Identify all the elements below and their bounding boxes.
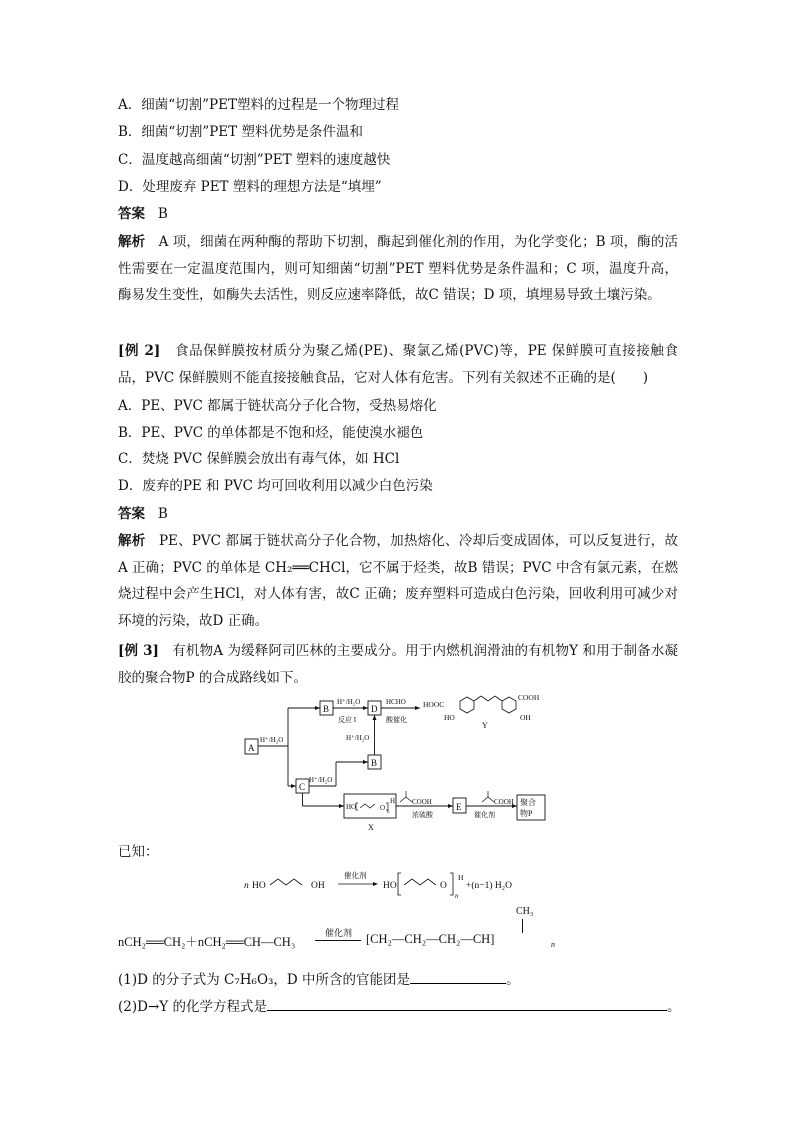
q3-stem	[118, 638, 678, 691]
known-label: 已知：	[118, 844, 159, 860]
cond-hcho: HCHO	[386, 698, 406, 706]
sub2-text: (2)D→Y 的化学方程式是	[118, 999, 267, 1015]
example-tag: [例 3]	[118, 643, 159, 659]
text-p-2: 物P	[520, 809, 533, 818]
y-ho: HO	[444, 713, 455, 722]
sub1-text: (1)D 的分子式为 C₇H₆O₃，D 中所含的官能团是	[118, 972, 411, 988]
known-reaction-1	[244, 868, 589, 902]
text-b: B	[323, 704, 330, 714]
q1-answer	[118, 204, 168, 224]
k1-ho2: HO	[383, 881, 397, 891]
k1-o: O	[440, 881, 447, 891]
q2-option-a: A．PE、PVC 都属于链状高分子化合物，受热易熔化	[118, 398, 437, 414]
cond-rxn1: 反应 I	[338, 716, 357, 724]
analysis-text: A 项，细菌在两种酶的帮助下切割，酶起到催化剂的作用，为化学变化；B 项，酶的活性需要在一定温度范围内，则可知细菌“切割”PET 塑料优势是条件温和；C 项，温度升高，酶易发生变性，如酶失去活性，则反应速率降低，故C 错误；D 项，填埋易导致土壤污染。	[118, 234, 679, 303]
answer-value: B	[157, 206, 168, 222]
synthesis-scheme	[240, 692, 570, 832]
k2-bond	[522, 919, 523, 933]
q2-answer	[118, 504, 168, 524]
x-acid: COOH	[412, 798, 432, 806]
text-p-1: 聚合	[520, 798, 536, 807]
cond-cb: H⁺/H₂O	[309, 776, 333, 784]
sub-question-2	[118, 996, 680, 1017]
q1-analysis	[118, 229, 678, 309]
k1-oh: OH	[311, 881, 325, 891]
analysis-label: 解析	[118, 533, 146, 549]
q2-option-d: D．废弃的PE 和 PVC 均可回收利用以减少白色污染	[118, 478, 433, 494]
k2-ch3: CH₃	[516, 906, 534, 917]
answer-label: 答案	[118, 506, 145, 522]
answer-label: 答案	[118, 206, 145, 222]
q1-option-b: B．细菌“切割”PET 塑料优势是条件温和	[118, 124, 363, 140]
q2-option-b: B．PE、PVC 的单体都是不饱和烃，能使溴水褪色	[118, 425, 424, 441]
text-a: A	[248, 743, 255, 753]
q1-option-d: D．处理废弃 PET 塑料的理想方法是“填埋”	[118, 179, 382, 195]
x-o: O	[380, 804, 386, 812]
y-oh: OH	[520, 713, 531, 722]
text-c: C	[299, 782, 306, 792]
k1-n: n	[244, 881, 249, 891]
answer-blank-2[interactable]	[267, 996, 667, 1011]
label-x: X	[368, 823, 374, 832]
known-reaction-2	[118, 902, 578, 950]
x-n: n	[387, 810, 390, 815]
stem-text: 有机物A 为缓释阿司匹林的主要成分。用于内燃机润滑油的有机物Y 和用于制备水凝胶的聚合物P 的合成路线如下。	[118, 643, 678, 686]
analysis-text: PE、PVC 都属于链状高分子化合物，加热熔化、冷却后变成固体，可以反复进行，故A 正确；PVC 的单体是 CH₂══CHCl，它不属于烃类，故B 错误；PVC 中含有氯元素，在燃烧过程中会产生HCl，对人体有害，故C 正确；废弃塑料可造成白色污染，回收利用可减少对环境的污染，故D 正确。	[118, 533, 679, 629]
answer-value: B	[157, 506, 168, 522]
k2-arrow	[315, 940, 361, 941]
k2-lhs: nCH₂══CH₂＋nCH₂══CH—CH₃	[118, 935, 296, 949]
stem-text: 食品保鲜膜按材质分为聚乙烯(PE)、聚氯乙烯(PVC)等，PE 保鲜膜可直接接触食品，PVC 保鲜膜则不能直接接触食品，它对人体有危害。下列有关叙述不正确的是( )	[118, 343, 679, 386]
cond-db: H⁺/H₂O	[346, 734, 370, 742]
k1-subn: n	[455, 892, 459, 900]
k2-n: n	[551, 940, 555, 949]
x-ho: HO	[346, 803, 357, 811]
y-cooh: COOH	[518, 693, 540, 702]
example-tag: [例 2]	[118, 343, 161, 359]
text-e: E	[456, 802, 462, 812]
x-h: H	[390, 797, 396, 805]
k2-cat: 催化剂	[325, 928, 353, 938]
answer-blank-1[interactable]	[410, 969, 506, 984]
e-acid: COOH	[494, 798, 514, 806]
k1-h: H	[458, 873, 464, 882]
sub1-end: 。	[506, 972, 520, 988]
sub2-end: 。	[666, 999, 681, 1015]
q1-option-a: A．细菌“切割”PET塑料的过程是一个物理过程	[118, 97, 399, 113]
analysis-label: 解析	[118, 234, 146, 250]
q2-analysis	[118, 528, 678, 634]
cond-a: H⁺/H₂O	[260, 736, 284, 744]
sub-question-1	[118, 969, 520, 990]
cond-cat: 催化剂	[474, 811, 495, 819]
k1-cat: 催化剂	[344, 871, 367, 880]
q1-option-c: C．温度越高细菌“切割”PET 塑料的速度越快	[118, 152, 391, 168]
k1-rest: +(n−1) H₂O	[466, 881, 512, 891]
y-hooc: HOOC	[423, 700, 445, 709]
label-y: Y	[482, 721, 488, 730]
text-d: D	[371, 704, 378, 714]
cond-ab: H⁺/H₂O	[337, 698, 361, 706]
q2-stem	[118, 338, 678, 391]
k1-ho: HO	[252, 881, 266, 891]
structure-y	[460, 696, 516, 713]
text-b2: B	[371, 758, 378, 768]
cond-h2so4: 浓硫酸	[412, 811, 433, 819]
cond-acid: 酸催化	[386, 716, 407, 724]
k2-rhs: [CH₂—CH₂—CH₂—CH]	[366, 932, 495, 946]
q2-option-c: C．焚烧 PVC 保鲜膜会放出有毒气体，如 HCl	[118, 451, 400, 467]
